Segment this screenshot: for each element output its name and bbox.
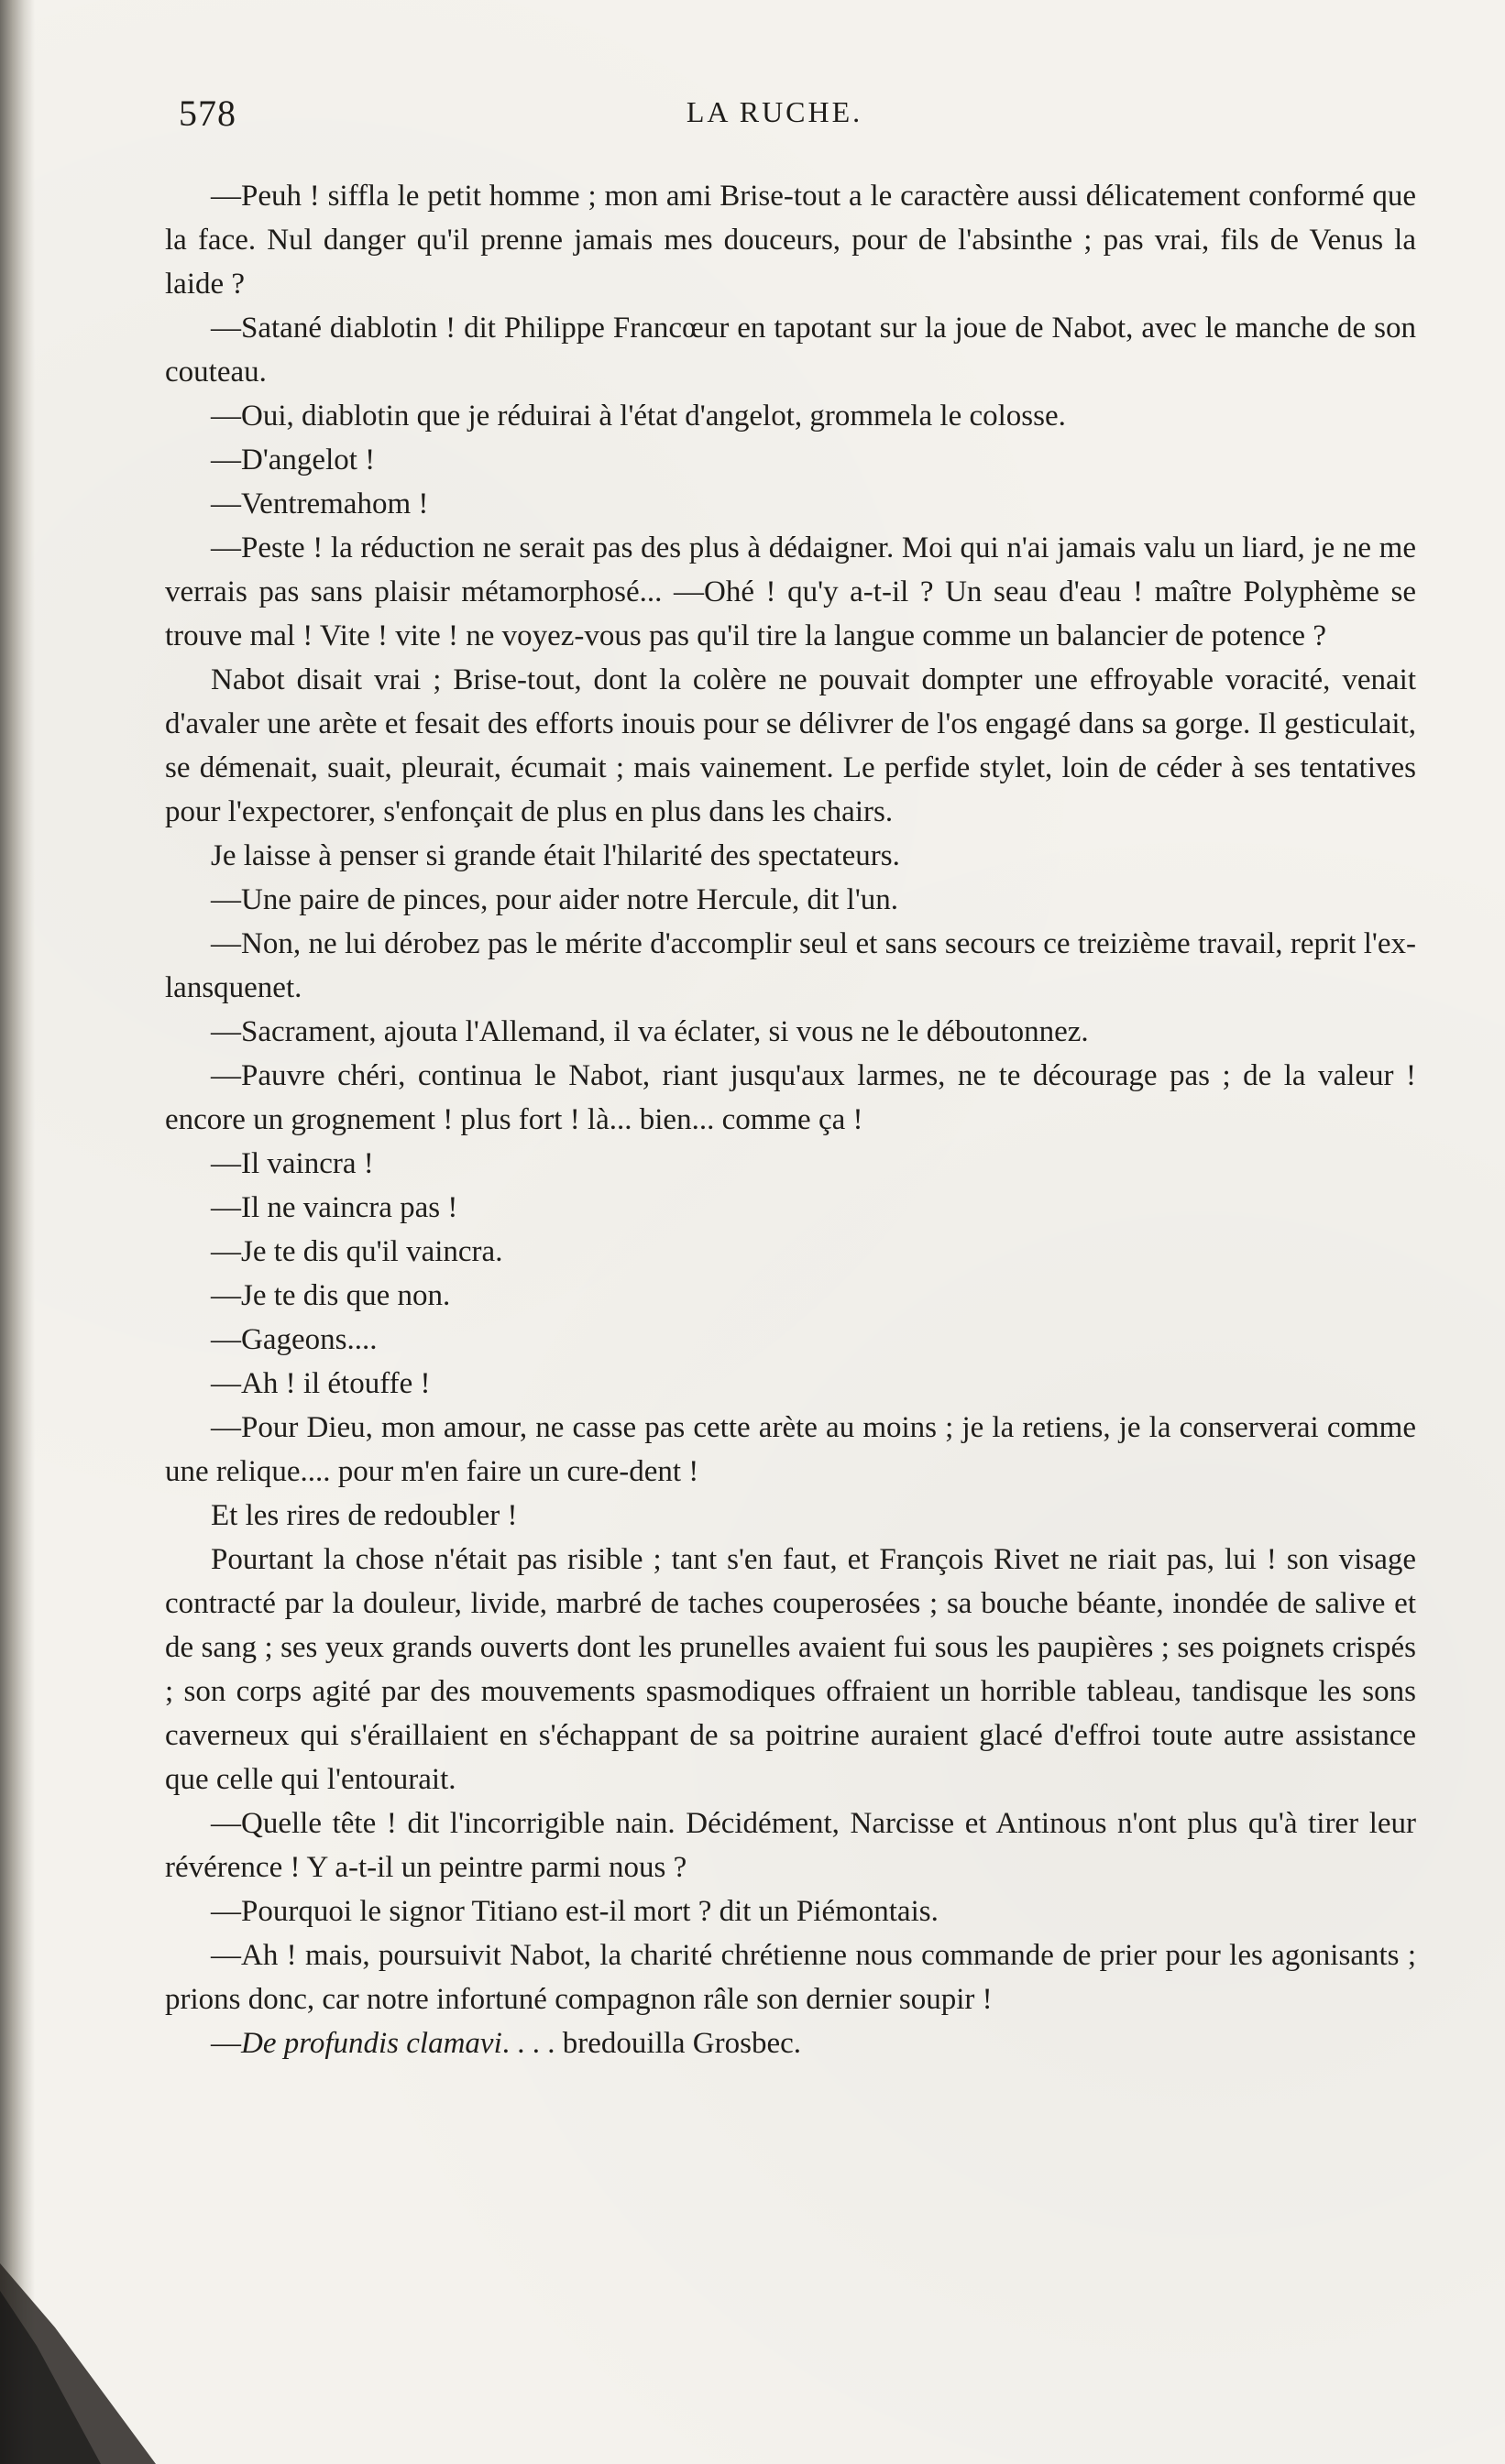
page-number: 578: [179, 93, 236, 134]
page-header: [179, 92, 1416, 147]
running-title: LA RUCHE.: [686, 95, 863, 128]
paragraph: —Gageons....: [211, 1323, 378, 1356]
text-body: [165, 174, 1416, 2065]
paragraph: —D'angelot !: [211, 444, 376, 476]
paragraph: —Je te dis que non.: [211, 1279, 451, 1312]
paragraph: —Ah ! il étouffe !: [211, 1367, 431, 1400]
paragraph: —Pour Dieu, mon amour, ne casse pas cette arète au moins ; je la retiens, je la conserverai comme une relique.... pour m'en faire un cure-dent !: [165, 1411, 1416, 1488]
paragraph: —Peuh ! siffla le petit homme ; mon ami Brise-tout a le caractère aussi délicatement conformé que la face. Nul danger qu'il prenne jamais mes douceurs, pour de l'absinthe ; pas vrai, fils de Venus la laide ?: [165, 180, 1416, 301]
paragraph: —Quelle tête ! dit l'incorrigible nain. Décidément, Narcisse et Antinous n'ont plus qu'à tirer leur révérence ! Y a-t-il un peintre parmi nous ?: [165, 1807, 1416, 1884]
final-paragraph-rest: . . . . bredouilla Grosbec.: [501, 2027, 801, 2060]
paragraph: Et les rires de redoubler !: [211, 1499, 518, 1532]
paragraph: —Peste ! la réduction ne serait pas des plus à dédaigner. Moi qui n'ai jamais valu un liard, je ne me verrais pas sans plaisir métamorphosé... —Ohé ! qu'y a-t-il ? Un seau d'eau ! maître Polyphème se trouve mal ! Vite ! vite ! ne voyez-vous pas qu'il tire la langue comme un balancier de potence ?: [165, 531, 1416, 652]
binding-edge: [0, 0, 35, 2464]
final-paragraph: —De profundis clamavi. . . . bredouilla Grosbec.: [211, 2027, 801, 2060]
latin-phrase: De profundis clamavi: [241, 2027, 502, 2060]
paragraph: —Non, ne lui dérobez pas le mérite d'accomplir seul et sans secours ce treizième travail, reprit l'ex-lansquenet.: [165, 927, 1416, 1004]
paragraph: —Une paire de pinces, pour aider notre Hercule, dit l'un.: [211, 883, 899, 916]
paragraph: —Ah ! mais, poursuivit Nabot, la charité chrétienne nous commande de prier pour les agonisants ; prions donc, car notre infortuné compagnon râle son dernier soupir !: [165, 1939, 1416, 2016]
paragraph: —Il vaincra !: [211, 1147, 374, 1180]
corner-shadow: [0, 2263, 202, 2464]
paragraph: —Pauvre chéri, continua le Nabot, riant jusqu'aux larmes, ne te décourage pas ; de la valeur ! encore un grognement ! plus fort ! là... bien... comme ça !: [165, 1059, 1416, 1136]
paragraph: Je laisse à penser si grande était l'hilarité des spectateurs.: [211, 839, 900, 872]
paragraph: Nabot disait vrai ; Brise-tout, dont la colère ne pouvait dompter une effroyable voracité, venait d'avaler une arète et fesait des efforts inouis pour se délivrer de l'os engagé dans sa gorge. Il gesticulait, se démenait, suait, pleurait, écumait ; mais vainement. Le perfide stylet, loin de céder à ses tentatives pour l'expectorer, s'enfonçait de plus en plus dans les chairs.: [165, 663, 1416, 828]
paragraph: —Sacrament, ajouta l'Allemand, il va éclater, si vous ne le déboutonnez.: [211, 1015, 1089, 1048]
paragraph: —Ventremahom !: [211, 487, 429, 520]
paragraph: Pourtant la chose n'était pas risible ; tant s'en faut, et François Rivet ne riait pas, lui ! son visage contracté par la douleur, livide, marbré de taches couperosées ; sa bouche béante, inondée de salive et de sang ; ses yeux grands ouverts dont les prunelles avaient fui sous les paupières ; ses poignets crispés ; son corps agité par des mouvements spasmodiques offraient un horrible tableau, tandisque les sons caverneux qui s'éraillaient en s'échappant de sa poitrine auraient glacé d'effroi toute autre assistance que celle qui l'entourait.: [165, 1543, 1416, 1796]
paragraph: —Satané diablotin ! dit Philippe Francœur en tapotant sur la joue de Nabot, avec le manche de son couteau.: [165, 312, 1416, 389]
paragraph: —Je te dis qu'il vaincra.: [211, 1235, 503, 1268]
paragraph: —Il ne vaincra pas !: [211, 1191, 458, 1224]
paragraph: —Oui, diablotin que je réduirai à l'état d'angelot, grommela le colosse.: [211, 400, 1066, 433]
paragraph: —Pourquoi le signor Titiano est-il mort ? dit un Piémontais.: [211, 1895, 939, 1928]
